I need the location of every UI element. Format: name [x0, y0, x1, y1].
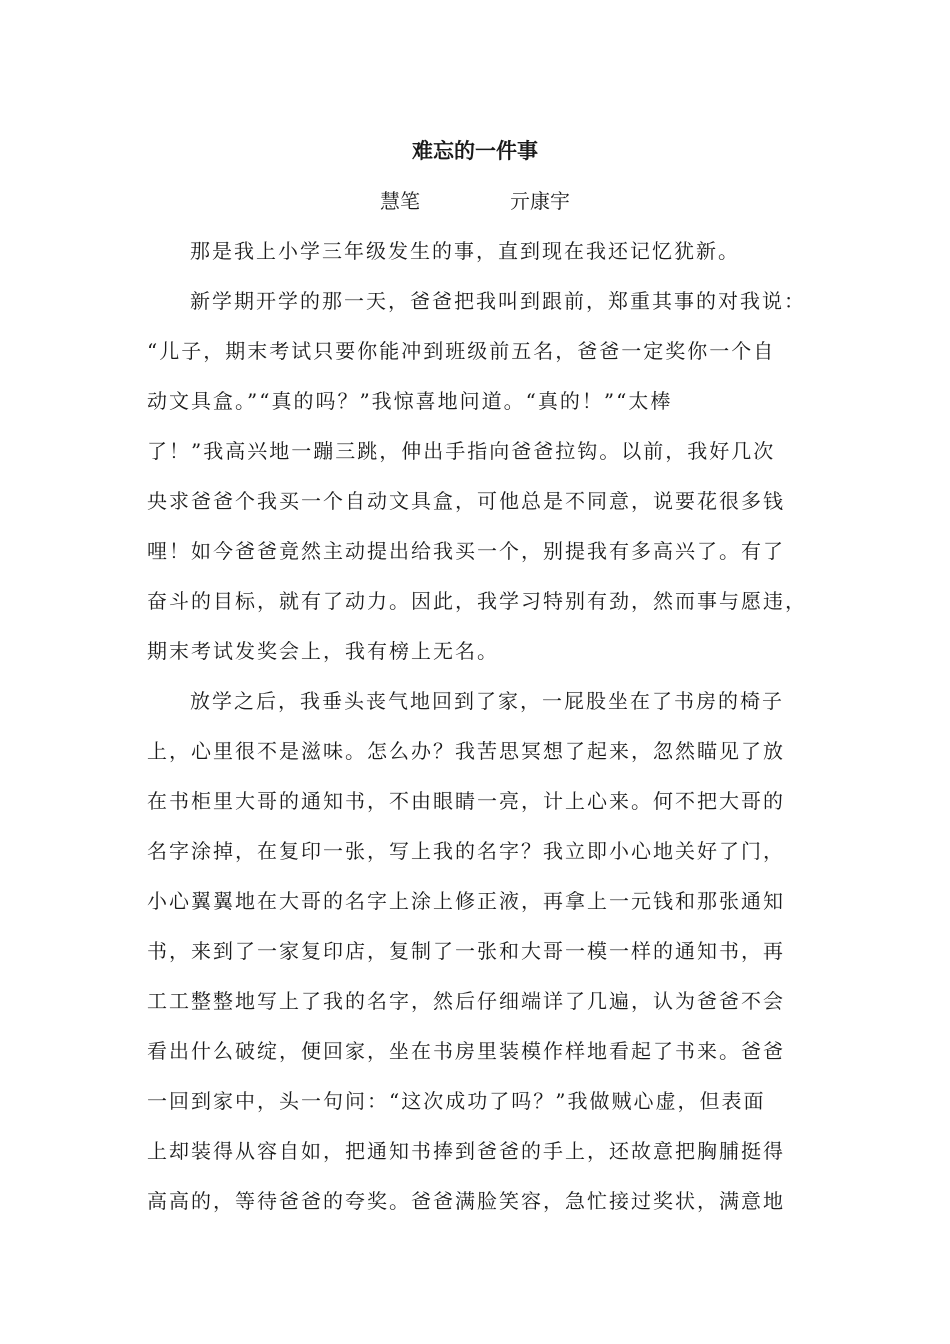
- paragraph-line: 央求爸爸个我买一个自动文具盒，可他总是不同意，说要花很多钱: [147, 489, 785, 513]
- paragraph-line: 上却装得从容自如，把通知书捧到爸爸的手上，还故意把胸脯挺得: [147, 1139, 785, 1163]
- paragraph-line: 动文具盒。”“真的吗？”我惊喜地问道。“真的！”“太棒: [147, 389, 673, 413]
- paragraph-line: 小心翼翼地在大哥的名字上涂上修正液，再拿上一元钱和那张通知: [147, 889, 785, 913]
- document-title: 难忘的一件事: [412, 139, 538, 163]
- paragraph-line: 哩！如今爸爸竟然主动提出给我买一个，别提我有多高兴了。有了: [147, 539, 785, 563]
- paragraph-line: 那是我上小学三年级发生的事，直到现在我还记忆犹新。: [190, 239, 740, 263]
- paragraph-line: 上，心里很不是滋味。怎么办？我苦思冥想了起来，忽然瞄见了放: [147, 739, 785, 763]
- paragraph-line: 放学之后，我垂头丧气地回到了家，一屁股坐在了书房的椅子: [190, 689, 784, 713]
- paragraph-line: 期末考试发奖会上，我有榜上无名。: [147, 639, 499, 663]
- author-name: 亓康宇: [510, 189, 570, 213]
- paragraph-line: 名字涂掉，在复印一张，写上我的名字？我立即小心地关好了门，: [147, 839, 785, 863]
- paragraph-line: 看出什么破绽，便回家，坐在书房里装模作样地看起了书来。爸爸: [147, 1039, 785, 1063]
- paragraph-line: 在书柜里大哥的通知书，不由眼睛一亮，计上心来。何不把大哥的: [147, 789, 785, 813]
- paragraph-line: 了！”我高兴地一蹦三跳，伸出手指向爸爸拉钩。以前，我好几次: [147, 439, 776, 463]
- paragraph-line: 高高的，等待爸爸的夸奖。爸爸满脸笑容，急忙接过奖状，满意地: [147, 1189, 785, 1213]
- paragraph-line: 书，来到了一家复印店，复制了一张和大哥一模一样的通知书，再: [147, 939, 785, 963]
- paragraph-line: 一回到家中，头一句问：“这次成功了吗？”我做贼心虚，但表面: [147, 1089, 766, 1113]
- byline: [0, 186, 950, 216]
- paragraph-line: 工工整整地写上了我的名字，然后仔细端详了几遍，认为爸爸不会: [147, 989, 785, 1013]
- paragraph-line: “儿子，期末考试只要你能冲到班级前五名，爸爸一定奖你一个自: [147, 339, 776, 363]
- paragraph-line: 奋斗的目标，就有了动力。因此，我学习特别有劲，然而事与愿违，: [147, 589, 807, 613]
- paragraph-line: 新学期开学的那一天，爸爸把我叫到跟前，郑重其事的对我说：: [190, 289, 806, 313]
- pen-name: 慧笔: [380, 189, 420, 213]
